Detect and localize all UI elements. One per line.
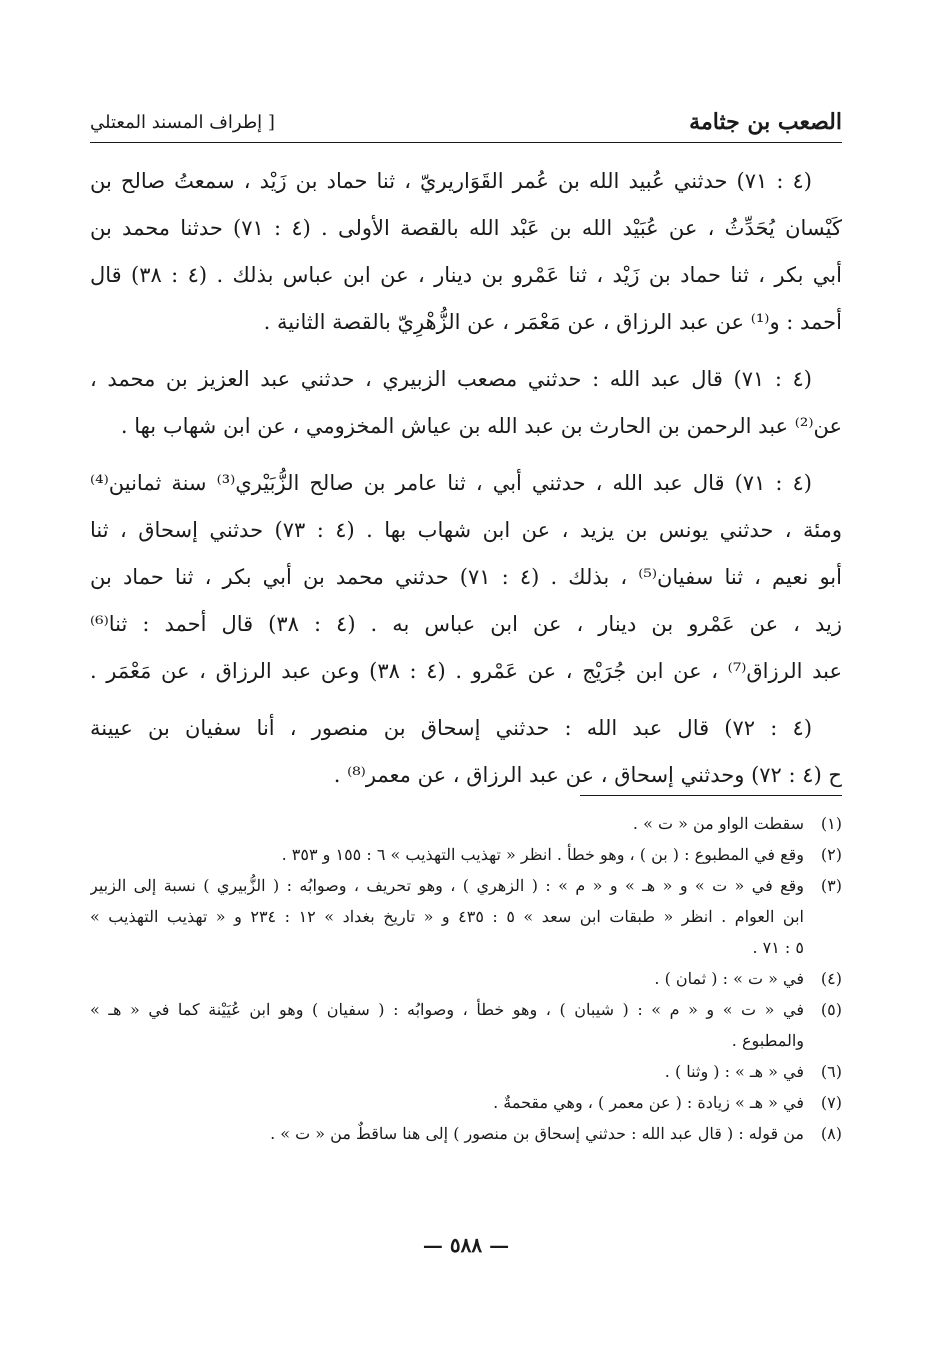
- footnote-text: في « ت » و « م » : ( شيبان ) ، وهو خطأ ، وصوابُه : ( سفيان ) وهو ابن عُيَيْنة كما في « هـ »: [90, 1000, 804, 1019]
- footnote: [90, 808, 842, 839]
- text-line: (٤ : ٧١) حدثني عُبيد الله بن عُمر القَوَاريريّ ، ثنا حماد بن زَيْد ، سمعتُ صالح بن: [90, 169, 812, 193]
- footnote: [90, 1056, 842, 1087]
- paragraph-4: [90, 705, 842, 799]
- text-line: أبي بكر ، ثنا حماد بن زَيْد ، ثنا عَمْرو بن دينار ، عن ابن عباس بذلك . (٤ : ٣٨) قال: [90, 263, 842, 287]
- main-text: [90, 158, 842, 809]
- text-line: أحمد : و⁽¹⁾ عن عبد الرزاق ، عن مَعْمَر ، عن الزُّهْرِيّ بالقصة الثانية .: [263, 310, 842, 334]
- text-line: عبد الرزاق⁽⁷⁾ ، عن ابن جُرَيْج ، عن عَمْرو . (٤ : ٣٨) وعن عبد الرزاق ، عن مَعْمَر .: [90, 659, 842, 683]
- footnote: [90, 963, 842, 994]
- book-title: [ إطراف المسند المعتلي: [90, 111, 275, 133]
- footnote-number: (١): [820, 814, 842, 833]
- footnote-text: والمطبوع .: [731, 1031, 804, 1050]
- document-page: [90, 90, 842, 1310]
- footnote-text: في « هـ » : ( وثنا ) .: [664, 1062, 804, 1081]
- text-line: أبو نعيم ، ثنا سفيان⁽⁵⁾ ، بذلك . (٤ : ٧١) حدثني محمد بن أبي بكر ، ثنا حماد بن: [90, 565, 842, 589]
- footnote-number: (٨): [820, 1124, 842, 1143]
- paragraph-2: [90, 356, 842, 450]
- footnote: [90, 870, 842, 963]
- footnote-number: (٧): [820, 1093, 842, 1112]
- footnote-text: ابن العوام . انظر « طبقات ابن سعد » ٥ : ٤٣٥ و « تاريخ بغداد » ١٢ : ٢٣٤ و « تهذيب التهذيب »: [90, 907, 804, 926]
- paragraph-3: [90, 460, 842, 695]
- text-line: كَيْسان يُحَدِّثُ ، عن عُبَيْد الله بن عَبْد الله بالقصة الأولى . (٤ : ٧١) حدثنا محمد بن: [90, 216, 842, 240]
- footnote-text: في « هـ » زيادة : ( عن معمر ) ، وهي مقحمةٌ .: [493, 1093, 804, 1112]
- text-line: ومئة ، حدثني يونس بن يزيد ، عن ابن شهاب بها . (٤ : ٧٣) حدثني إسحاق ، ثنا: [90, 518, 842, 542]
- footnote: [90, 994, 842, 1056]
- footnote-number: (٥): [820, 1000, 842, 1019]
- footnote-text: وقع في « ت » و « هـ » و « م » : ( الزهري ) ، وهو تحريف ، وصوابُه : ( الزُّبيري ) نسبة إلى الزبير: [90, 876, 804, 895]
- footnote-number: (٤): [820, 969, 842, 988]
- text-line: (٤ : ٧٢) قال عبد الله : حدثني إسحاق بن منصور ، أنا سفيان بن عيينة: [90, 716, 813, 740]
- text-line: ح (٤ : ٧٢) وحدثني إسحاق ، عن عبد الرزاق ، عن معمر⁽⁸⁾ .: [333, 763, 842, 787]
- page-number: — ٥٨٨ —: [422, 1233, 510, 1257]
- footnotes: [90, 808, 842, 1149]
- footnote-text: ٥ : ٧١ .: [752, 938, 804, 957]
- running-header: [90, 102, 842, 143]
- footnote: [90, 1087, 842, 1118]
- footnote-separator: [580, 795, 842, 796]
- section-title: الصعب بن جثامة: [689, 109, 842, 135]
- footnote-number: (٦): [820, 1062, 842, 1081]
- paragraph-1: [90, 158, 842, 346]
- footnote-text: من قوله : ( قال عبد الله : حدثني إسحاق بن منصور ) إلى هنا ساقطٌ من « ت » .: [270, 1124, 804, 1143]
- text-line: عن⁽²⁾ عبد الرحمن بن الحارث بن عبد الله بن عياش المخزومي ، عن ابن شهاب بها .: [120, 414, 842, 438]
- footnote: [90, 839, 842, 870]
- footnote-text: في « ت » : ( ثمان ) .: [654, 969, 804, 988]
- footnote-text: سقطت الواو من « ت » .: [632, 814, 804, 833]
- text-line: (٤ : ٧١) قال عبد الله ، حدثني أبي ، ثنا عامر بن صالح الزُّبَيْري⁽³⁾ سنة ثمانين⁽⁴⁾: [90, 471, 812, 495]
- text-line: زيد ، عن عَمْرو بن دينار ، عن ابن عباس به . (٤ : ٣٨) قال أحمد : ثنا⁽⁶⁾: [90, 612, 842, 636]
- footnote-number: (٣): [820, 876, 842, 895]
- footnote-number: (٢): [820, 845, 842, 864]
- footnote-text: وقع في المطبوع : ( بن ) ، وهو خطأ . انظر « تهذيب التهذيب » ٦ : ١٥٥ و ٣٥٣ .: [281, 845, 804, 864]
- footnote: [90, 1118, 842, 1149]
- text-line: (٤ : ٧١) قال عبد الله : حدثني مصعب الزبيري ، حدثني عبد العزيز بن محمد ،: [90, 367, 812, 391]
